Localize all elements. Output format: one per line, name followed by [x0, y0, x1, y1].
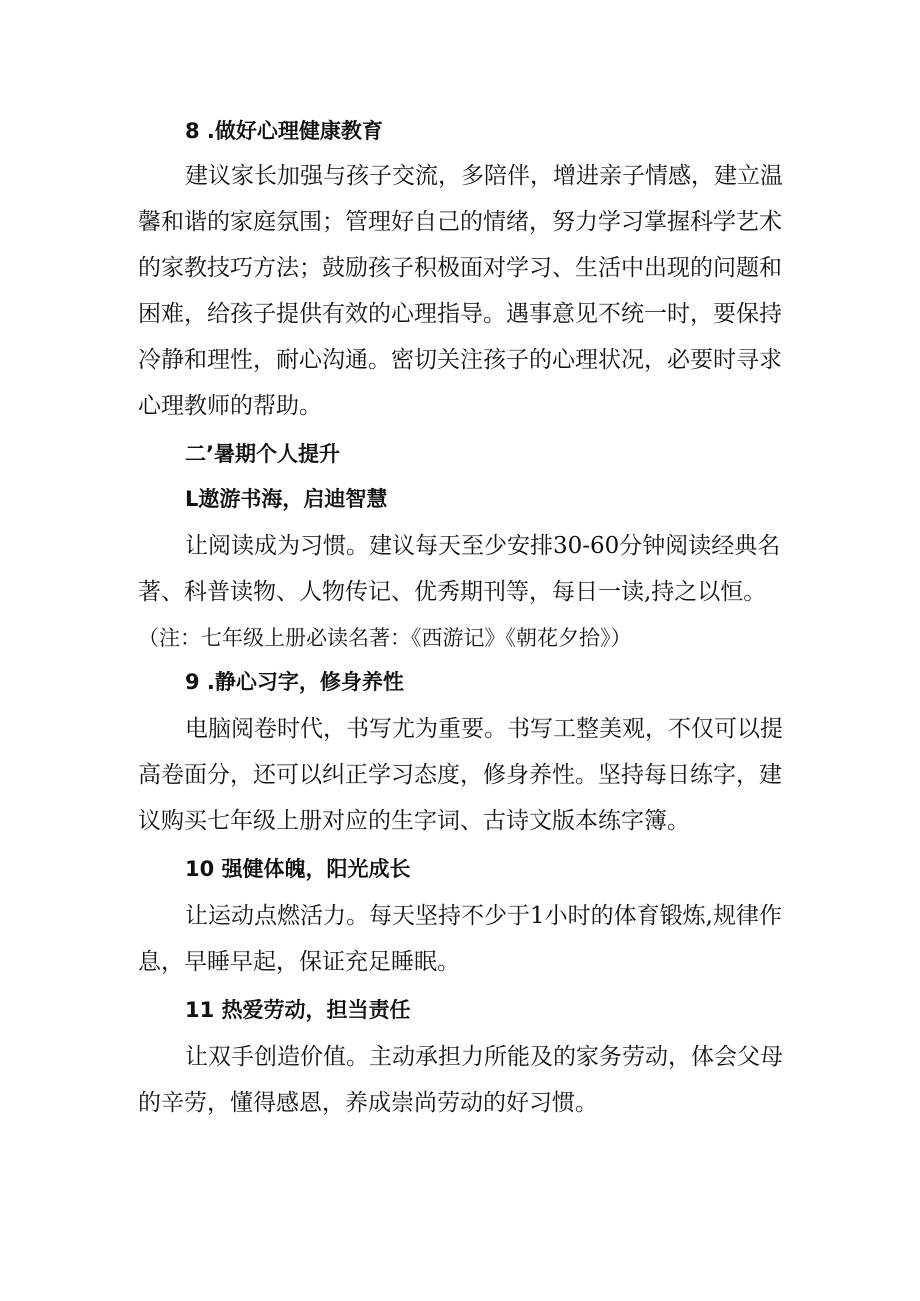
heading-mental-health: 8 .做好心理健康教育 — [185, 119, 383, 143]
paragraph-calligraphy — [138, 706, 798, 844]
paragraph-fitness — [138, 893, 798, 985]
text-line: 高卷面分，还可以纠正学习态度，修身养性。坚持每日练字，建 — [138, 762, 782, 788]
text-line: 馨和谐的家庭氛围；管理好自己的情绪，努力学习掌握科学艺术 — [138, 209, 782, 235]
heading-labor: 11 热爱劳动，担当责任 — [185, 998, 411, 1022]
text-line: 的家教技巧方法；鼓励孩子积极面对学习、生活中出现的问题和 — [138, 255, 782, 281]
text-line: 困难，给孩子提供有效的心理指导。遇事意见不统一时，要保持 — [138, 301, 782, 327]
text-line: 让双手创造价值。主动承担力所能及的家务劳动，体会父母 — [185, 1044, 783, 1070]
heading-fitness: 10 强健体魄，阳光成长 — [185, 857, 411, 881]
paragraph-labor — [138, 1034, 798, 1126]
text-line: 冷静和理性，耐心沟通。密切关注孩子的心理状况，必要时寻求 — [138, 347, 782, 373]
paragraph-reading — [138, 523, 798, 661]
text-line: 息，早睡早起，保证充足睡眠。 — [138, 949, 460, 975]
text-line: 议购买七年级上册对应的生字词、古诗文版本练字簿。 — [138, 808, 690, 834]
text-line: 让阅读成为习惯。建议每天至少安排30-60分钟阅读经典名 — [185, 533, 781, 559]
text-line: 著、科普读物、人物传记、优秀期刊等，每日一读,持之以恒。 — [138, 579, 767, 605]
paragraph-mental-health — [138, 153, 798, 429]
heading-calligraphy: 9 .静心习字，修身养性 — [185, 670, 404, 694]
heading-reading: L遨游书海，启迪智慧 — [185, 487, 388, 511]
document-page — [138, 112, 798, 1126]
text-line: 心理教师的帮助。 — [138, 393, 322, 419]
text-line: 的辛劳，懂得感恩，养成崇尚劳动的好习惯。 — [138, 1090, 598, 1116]
text-line: 让运动点燃活力。每天坚持不少于1小时的体育锻炼,规律作 — [185, 903, 782, 929]
heading-part-two: 二’暑期个人提升 — [185, 442, 340, 466]
text-line: 电脑阅卷时代，书写尤为重要。书写工整美观，不仅可以提 — [185, 716, 783, 742]
text-line: （注：七年级上册必读名著：《西游记》《朝花夕拾》） — [138, 626, 632, 650]
text-line: 建议家长加强与孩子交流，多陪伴，增进亲子情感，建立温 — [185, 163, 783, 189]
